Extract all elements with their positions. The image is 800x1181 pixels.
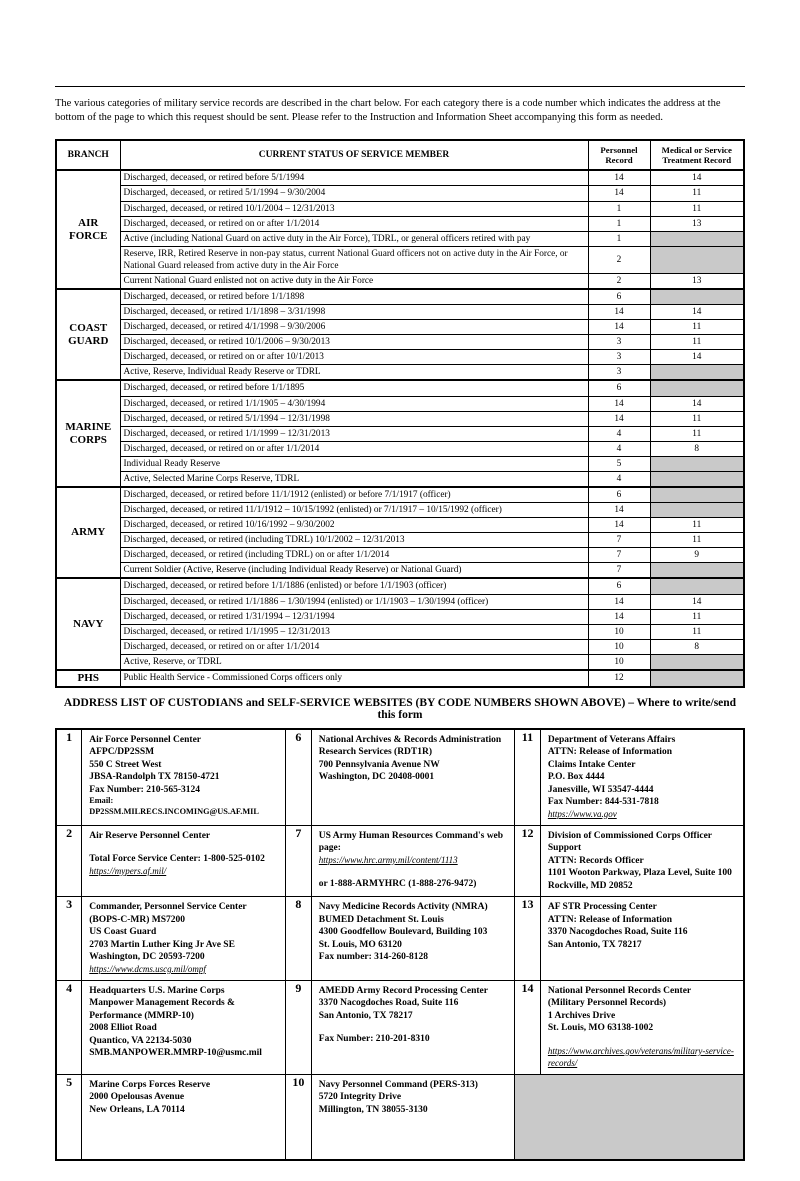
status-cell: Discharged, deceased, or retired 1/1/1995 – 12/31/2013 <box>120 624 588 639</box>
table-row <box>56 594 744 609</box>
status-cell: Discharged, deceased, or retired 1/1/1999 – 12/31/2013 <box>120 426 588 441</box>
address-line: ATTN: Records Officer <box>547 855 644 866</box>
address-line: Commander, Personnel Service Center <box>89 902 247 913</box>
address-code-number: 13 <box>515 897 541 981</box>
address-line: Fax Number: 210-201-8310 <box>318 1034 430 1045</box>
address-line: 2703 Martin Luther King Jr Ave SE <box>89 939 235 950</box>
table-row <box>56 320 744 335</box>
address-code-number: 5 <box>56 1074 82 1160</box>
table-row <box>56 578 744 594</box>
table-row <box>56 186 744 201</box>
medical-code-cell: 11 <box>650 186 744 201</box>
personnel-code-cell: 7 <box>588 548 650 563</box>
table-row <box>56 456 744 471</box>
status-cell: Discharged, deceased, or retired 1/31/1994 – 12/31/1994 <box>120 609 588 624</box>
medical-code-cell: 9 <box>650 548 744 563</box>
column-header-status: CURRENT STATUS OF SERVICE MEMBER <box>120 140 588 170</box>
table-row <box>56 305 744 320</box>
status-cell: Active, Reserve, or TDRL <box>120 654 588 670</box>
personnel-code-cell: 6 <box>588 380 650 396</box>
status-cell: Public Health Service - Commissioned Corps officers only <box>120 670 588 687</box>
address-line: Air Reserve Personnel Center <box>89 830 211 841</box>
address-line: BUMED Detachment St. Louis <box>318 914 444 925</box>
address-line: National Personnel Records Center <box>547 985 692 996</box>
status-cell: Discharged, deceased, or retired 10/16/1992 – 9/30/2002 <box>120 518 588 533</box>
medical-code-cell: 14 <box>650 350 744 365</box>
personnel-code-cell: 5 <box>588 456 650 471</box>
personnel-code-cell: 10 <box>588 624 650 639</box>
address-line: Millington, TN 38055-3130 <box>318 1104 428 1115</box>
medical-code-cell: 8 <box>650 639 744 654</box>
table-row <box>56 624 744 639</box>
address-line: 5720 Integrity Drive <box>318 1092 402 1103</box>
address-line: Fax Number: 844-531-7818 <box>547 797 659 808</box>
medical-code-cell: 14 <box>650 594 744 609</box>
table-row <box>56 170 744 186</box>
medical-code-cell <box>650 563 744 579</box>
personnel-code-cell: 14 <box>588 518 650 533</box>
address-line: New Orleans, LA 70114 <box>89 1104 185 1115</box>
address-line: JBSA-Randolph TX 78150-4721 <box>89 772 220 783</box>
personnel-code-cell: 14 <box>588 320 650 335</box>
status-cell: Discharged, deceased, or retired 1/1/1898 – 3/31/1998 <box>120 305 588 320</box>
address-line: Claims Intake Center <box>547 759 636 770</box>
status-cell: Discharged, deceased, or retired before 1/1/1898 <box>120 289 588 305</box>
address-entry <box>82 897 286 981</box>
address-code-number: 2 <box>56 825 82 897</box>
address-line: AF STR Processing Center <box>547 902 657 913</box>
personnel-code-cell: 4 <box>588 441 650 456</box>
address-line: St. Louis, MO 63120 <box>318 939 402 950</box>
branch-name: MARINE CORPS <box>56 380 120 487</box>
table-row <box>56 365 744 381</box>
address-line: Department of Veterans Affairs <box>547 734 676 745</box>
address-line: St. Louis, MO 63138-1002 <box>547 1023 654 1034</box>
address-code-number: 8 <box>285 897 311 981</box>
status-cell: Discharged, deceased, or retired 1/1/1886 – 1/30/1994 (enlisted) or 1/1/1903 – 1/30/1994 (officer) <box>120 594 588 609</box>
address-code-number: 4 <box>56 980 82 1074</box>
intro-text: The various categories of military service records are described in the chart below. For each category there is a code number which indicates the address at the bottom of the page to which this request should be sent. Please refer to the Instruction and Information Sheet accompanying this form as needed. <box>55 98 721 124</box>
address-line: Research Services (RDT1R) <box>318 747 433 758</box>
table-row <box>56 246 744 273</box>
branch-name: PHS <box>56 670 120 687</box>
medical-code-cell <box>650 231 744 246</box>
medical-code-cell: 13 <box>650 273 744 289</box>
address-line: ATTN: Release of Information <box>547 914 672 925</box>
address-line: Email: DP2SSM.MILRECS.INCOMING@US.AF.MIL <box>89 796 259 817</box>
address-line: Washington, DC 20408-0001 <box>318 772 435 783</box>
address-line: SMB.MANPOWER.MMRP-10@usmc.mil <box>89 1048 262 1059</box>
personnel-code-cell: 3 <box>588 335 650 350</box>
medical-code-cell <box>650 578 744 594</box>
empty-address-cell <box>515 1074 744 1160</box>
personnel-code-cell: 14 <box>588 396 650 411</box>
address-row <box>56 1074 744 1160</box>
medical-code-cell: 8 <box>650 441 744 456</box>
medical-code-cell <box>650 456 744 471</box>
personnel-code-cell: 10 <box>588 654 650 670</box>
medical-code-cell: 11 <box>650 320 744 335</box>
address-code-number: 14 <box>515 980 541 1074</box>
table-row <box>56 411 744 426</box>
status-cell: Discharged, deceased, or retired before 1/1/1886 (enlisted) or before 1/1/1903 (officer) <box>120 578 588 594</box>
medical-code-cell: 11 <box>650 609 744 624</box>
address-line: 1 Archives Drive <box>547 1010 616 1021</box>
status-cell: Discharged, deceased, or retired 5/1/1994 – 9/30/2004 <box>120 186 588 201</box>
status-cell: Discharged, deceased, or retired before 11/1/1912 (enlisted) or before 7/1/1917 (officer) <box>120 487 588 503</box>
address-code-number: 7 <box>285 825 311 897</box>
address-line: Navy Medicine Records Activity (NMRA) <box>318 902 488 913</box>
status-cell: Discharged, deceased, or retired 10/1/2006 – 9/30/2013 <box>120 335 588 350</box>
address-code-number: 11 <box>515 729 541 826</box>
address-row <box>56 897 744 981</box>
table-row <box>56 380 744 396</box>
status-cell: Discharged, deceased, or retired on or after 10/1/2013 <box>120 350 588 365</box>
medical-code-cell: 14 <box>650 305 744 320</box>
branch-name: COAST GUARD <box>56 289 120 380</box>
address-table <box>55 728 745 1162</box>
address-code-number: 12 <box>515 825 541 897</box>
medical-code-cell: 11 <box>650 533 744 548</box>
medical-code-cell: 14 <box>650 170 744 186</box>
personnel-code-cell: 14 <box>588 305 650 320</box>
address-line: 3370 Nacogdoches Road, Suite 116 <box>318 998 459 1009</box>
status-cell: Active, Selected Marine Corps Reserve, TDRL <box>120 471 588 487</box>
address-line: San Antonio, TX 78217 <box>318 1010 413 1021</box>
address-line: National Archives & Records Administration <box>318 734 502 745</box>
status-cell: Discharged, deceased, or retired 5/1/1994 – 12/31/1998 <box>120 411 588 426</box>
personnel-code-cell: 1 <box>588 216 650 231</box>
address-line: Quantico, VA 22134-5030 <box>89 1035 192 1046</box>
address-line: Janesville, WI 53547-4444 <box>547 784 654 795</box>
address-code-number: 9 <box>285 980 311 1074</box>
address-entry <box>311 1074 514 1160</box>
address-line: US Coast Guard <box>89 927 157 938</box>
address-line: Division of Commissioned Corps Officer Support <box>547 830 712 854</box>
address-line: 2000 Opelousas Avenue <box>89 1092 185 1103</box>
medical-code-cell: 14 <box>650 396 744 411</box>
personnel-code-cell: 4 <box>588 426 650 441</box>
address-link[interactable]: https://www.dcms.uscg.mil/ompf <box>89 963 206 974</box>
table-row <box>56 670 744 687</box>
address-entry <box>540 825 744 897</box>
column-header-medical-record: Medical or Service Treatment Record <box>650 140 744 170</box>
personnel-code-cell: 14 <box>588 170 650 186</box>
status-cell: Discharged, deceased, or retired 1/1/1905 – 4/30/1994 <box>120 396 588 411</box>
branch-name: NAVY <box>56 578 120 669</box>
personnel-code-cell: 2 <box>588 273 650 289</box>
address-entry <box>540 897 744 981</box>
personnel-code-cell: 1 <box>588 201 650 216</box>
address-link[interactable]: https://www.archives.gov/veterans/military-service-records/ <box>547 1045 734 1068</box>
personnel-code-cell: 1 <box>588 231 650 246</box>
address-list-title: ADDRESS LIST OF CUSTODIANS and SELF-SERVICE WEBSITES (BY CODE NUMBERS SHOWN ABOVE) – Where to write/send this form <box>63 696 737 721</box>
table-row <box>56 563 744 579</box>
address-code-number: 1 <box>56 729 82 826</box>
personnel-code-cell: 7 <box>588 563 650 579</box>
status-cell: Discharged, deceased, or retired on or after 1/1/2014 <box>120 441 588 456</box>
medical-code-cell <box>650 380 744 396</box>
address-entry <box>540 980 744 1074</box>
address-line: 700 Pennsylvania Avenue NW <box>318 759 440 770</box>
personnel-code-cell: 14 <box>588 503 650 518</box>
status-cell: Discharged, deceased, or retired before 5/1/1994 <box>120 170 588 186</box>
address-line: Total Force Service Center: 1-800-525-0102 <box>89 854 265 865</box>
address-entry <box>82 980 286 1074</box>
address-entry <box>311 897 514 981</box>
medical-code-cell <box>650 654 744 670</box>
table-row <box>56 518 744 533</box>
address-line: Air Force Personnel Center <box>89 734 201 745</box>
table-row <box>56 216 744 231</box>
address-table-body <box>56 729 744 1161</box>
top-divider <box>55 86 745 87</box>
personnel-code-cell: 14 <box>588 594 650 609</box>
address-row <box>56 980 744 1074</box>
address-line: AFPC/DP2SSM <box>89 747 155 758</box>
address-entry <box>311 729 514 826</box>
table-row <box>56 533 744 548</box>
personnel-code-cell: 14 <box>588 609 650 624</box>
form-page <box>55 86 745 1161</box>
status-cell: Discharged, deceased, or retired 11/1/1912 – 10/15/1992 (enlisted) or 7/1/1917 – 10/15/1992 (officer) <box>120 503 588 518</box>
medical-code-cell <box>650 670 744 687</box>
address-row <box>56 825 744 897</box>
personnel-code-cell: 14 <box>588 411 650 426</box>
medical-code-cell <box>650 487 744 503</box>
address-code-number: 3 <box>56 897 82 981</box>
table-row <box>56 426 744 441</box>
address-line: (Military Personnel Records) <box>547 998 667 1009</box>
address-line: Fax number: 314-260-8128 <box>318 952 429 963</box>
table-row <box>56 487 744 503</box>
address-line: ATTN: Release of Information <box>547 747 672 758</box>
personnel-code-cell: 6 <box>588 578 650 594</box>
header-row <box>56 140 744 170</box>
address-line: 2008 Elliot Road <box>89 1023 157 1034</box>
address-line: Navy Personnel Command (PERS-313) <box>318 1079 478 1090</box>
address-link[interactable]: https://www.hrc.army.mil/content/1113 <box>318 854 458 865</box>
status-cell: Discharged, deceased, or retired on or after 1/1/2014 <box>120 216 588 231</box>
address-line: Headquarters U.S. Marine Corps <box>89 985 225 996</box>
personnel-code-cell: 14 <box>588 186 650 201</box>
address-entry <box>82 1074 286 1160</box>
medical-code-cell: 11 <box>650 624 744 639</box>
medical-code-cell <box>650 246 744 273</box>
address-line: Manpower Management Records & Performance (MMRP-10) <box>89 998 235 1021</box>
address-line: Rockville, MD 20852 <box>547 880 633 891</box>
medical-code-cell: 11 <box>650 201 744 216</box>
column-header-branch: BRANCH <box>56 140 120 170</box>
medical-code-cell <box>650 503 744 518</box>
status-cell: Current National Guard enlisted not on active duty in the Air Force <box>120 273 588 289</box>
personnel-code-cell: 2 <box>588 246 650 273</box>
table-row <box>56 289 744 305</box>
personnel-code-cell: 6 <box>588 487 650 503</box>
status-cell: Active, Reserve, Individual Ready Reserve or TDRL <box>120 365 588 381</box>
status-cell: Individual Ready Reserve <box>120 456 588 471</box>
table-row <box>56 335 744 350</box>
address-entry <box>540 729 744 826</box>
status-cell: Discharged, deceased, or retired 10/1/2004 – 12/31/2013 <box>120 201 588 216</box>
status-cell: Discharged, deceased, or retired (including TDRL) 10/1/2002 – 12/31/2013 <box>120 533 588 548</box>
address-line: 550 C Street West <box>89 759 162 770</box>
table-row <box>56 654 744 670</box>
personnel-code-cell: 3 <box>588 365 650 381</box>
table-row <box>56 273 744 289</box>
medical-code-cell: 11 <box>650 426 744 441</box>
personnel-code-cell: 6 <box>588 289 650 305</box>
branch-name: ARMY <box>56 487 120 578</box>
table-row <box>56 548 744 563</box>
medical-code-cell <box>650 471 744 487</box>
table-row <box>56 396 744 411</box>
table-row <box>56 639 744 654</box>
address-link[interactable]: https://mypers.af.mil/ <box>89 865 167 876</box>
status-cell: Discharged, deceased, or retired before 1/1/1895 <box>120 380 588 396</box>
personnel-code-cell: 10 <box>588 639 650 654</box>
address-entry <box>311 980 514 1074</box>
address-line: 1101 Wooton Parkway, Plaza Level, Suite 100 <box>547 868 732 879</box>
address-entry <box>82 825 286 897</box>
medical-code-cell: 11 <box>650 335 744 350</box>
status-cell: Active (including National Guard on active duty in the Air Force), TDRL, or general officers retired with pay <box>120 231 588 246</box>
status-cell: Discharged, deceased, or retired (including TDRL) on or after 1/1/2014 <box>120 548 588 563</box>
medical-code-cell <box>650 365 744 381</box>
personnel-code-cell: 4 <box>588 471 650 487</box>
address-link[interactable]: https://www.va.gov <box>547 808 617 819</box>
medical-code-cell: 13 <box>650 216 744 231</box>
service-table-body <box>56 170 744 686</box>
table-row <box>56 471 744 487</box>
address-line: Washington, DC 20593-7200 <box>89 952 205 963</box>
personnel-code-cell: 12 <box>588 670 650 687</box>
status-cell: Discharged, deceased, or retired on or after 1/1/2014 <box>120 639 588 654</box>
service-records-table <box>55 139 745 687</box>
address-line: 3370 Nacogdoches Road, Suite 116 <box>547 927 688 938</box>
address-line: San Antonio, TX 78217 <box>547 939 642 950</box>
table-row <box>56 609 744 624</box>
address-row <box>56 729 744 826</box>
table-row <box>56 441 744 456</box>
table-row <box>56 231 744 246</box>
personnel-code-cell: 7 <box>588 533 650 548</box>
address-line: US Army Human Resources Command's web page: <box>318 830 504 854</box>
personnel-code-cell: 3 <box>588 350 650 365</box>
address-code-number: 6 <box>285 729 311 826</box>
status-cell: Current Soldier (Active, Reserve (including Individual Ready Reserve) or National Guard) <box>120 563 588 579</box>
column-header-personnel-record: Personnel Record <box>588 140 650 170</box>
branch-name: AIR FORCE <box>56 170 120 289</box>
address-line: AMEDD Army Record Processing Center <box>318 985 488 996</box>
table-row <box>56 503 744 518</box>
address-line: Marine Corps Forces Reserve <box>89 1079 211 1090</box>
status-cell: Discharged, deceased, or retired 4/1/1998 – 9/30/2006 <box>120 320 588 335</box>
address-code-number: 10 <box>285 1074 311 1160</box>
address-entry <box>311 825 514 897</box>
medical-code-cell: 11 <box>650 411 744 426</box>
service-table-header <box>56 140 744 170</box>
table-row <box>56 201 744 216</box>
address-line: 4300 Goodfellow Boulevard, Building 103 <box>318 927 488 938</box>
address-entry <box>82 729 286 826</box>
address-line: P.O. Box 4444 <box>547 772 605 783</box>
status-cell: Reserve, IRR, Retired Reserve in non-pay status, current National Guard officers not on active duty in the Air Force, or National Guard released from active duty in the Air Force <box>120 246 588 273</box>
address-line: or 1-888-ARMYHRC (1-888-276-9472) <box>318 878 477 889</box>
medical-code-cell: 11 <box>650 518 744 533</box>
table-row <box>56 350 744 365</box>
address-line: (BOPS-C-MR) MS7200 <box>89 914 186 925</box>
medical-code-cell <box>650 289 744 305</box>
address-line: Fax Number: 210-565-3124 <box>89 784 201 795</box>
